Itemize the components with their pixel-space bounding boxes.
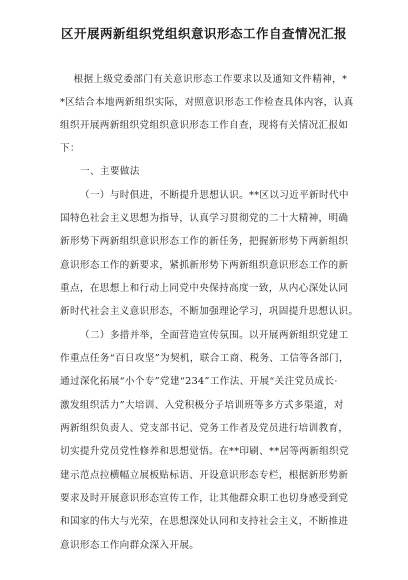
paragraph-line: 作重点任务“百日攻坚”为契机，联合工商、税务、工信等各部门， xyxy=(60,353,349,364)
paragraph-line: 下： xyxy=(60,143,80,154)
paragraph-line: 意识形态工作的新要求，紧抓新形势下两新组织意识形态工作的新 xyxy=(60,260,349,271)
paragraph-line: 要求及时开展意识形态宣传工作，让其他群众职工也切身感受到党 xyxy=(60,493,349,504)
paragraph-line: （一）与时俱进，不断提升思想认识。**区以习近平新时代中 xyxy=(80,190,349,201)
paragraph-line: 国特色社会主义思想为指导，认真学习贯彻党的二十大精神，明确 xyxy=(60,213,349,224)
paragraph-line: 新形势下两新组织意识形态工作的新任务，把握新形势下两新组织 xyxy=(60,236,349,247)
paragraph-line: 重点，在思想上和行动上同党中央保持高度一致，从内心深处认同 xyxy=(60,283,349,294)
paragraph-line: 根据上级党委部门有关意识形态工作要求以及通知文件精神，* xyxy=(60,74,348,85)
section-heading: 一、主要做法 xyxy=(80,166,140,177)
paragraph-line: *区结合本地两新组织实际，对照意识形态工作检查具体内容，认真 xyxy=(60,97,354,108)
paragraph-line: 激发组织活力”大培训、入党积极分子培训班等多方式多渠道，对 xyxy=(60,400,344,411)
paragraph-line: （二）多措并举，全面营造宣传氛围。以开展两新组织党建工 xyxy=(80,330,349,341)
paragraph-line: 建示范点拉横幅立展板贴标语、开设意识形态专栏，根据新形势新 xyxy=(60,470,349,481)
paragraph-line: 切实提升党员党性修养和思想觉悟。在**印刷、**居等两新组织党 xyxy=(60,446,350,457)
paragraph-line: 意识形态工作向群众深入开展。 xyxy=(60,540,200,551)
paragraph-line: 和国家的伟大与光荣，在思想深处认同和支持社会主义，不断推进 xyxy=(60,516,349,527)
paragraph-line: 两新组织负责人、党支部书记、党务工作者及党员进行培训教育， xyxy=(60,423,349,434)
paragraph-line: 新时代社会主义意识形态，不断加强理论学习，巩固提升思想认识。 xyxy=(60,306,359,317)
paragraph-line: 组织开展两新组织党组织意识形态工作自查，现将有关情况汇报如 xyxy=(60,120,349,131)
paragraph-line: 通过深化拓展“小个专”党建“234”工作法、开展“关注党员成长· xyxy=(60,376,338,387)
document-title: 区开展两新组织党组织意识形态工作自查情况汇报 xyxy=(60,26,347,41)
